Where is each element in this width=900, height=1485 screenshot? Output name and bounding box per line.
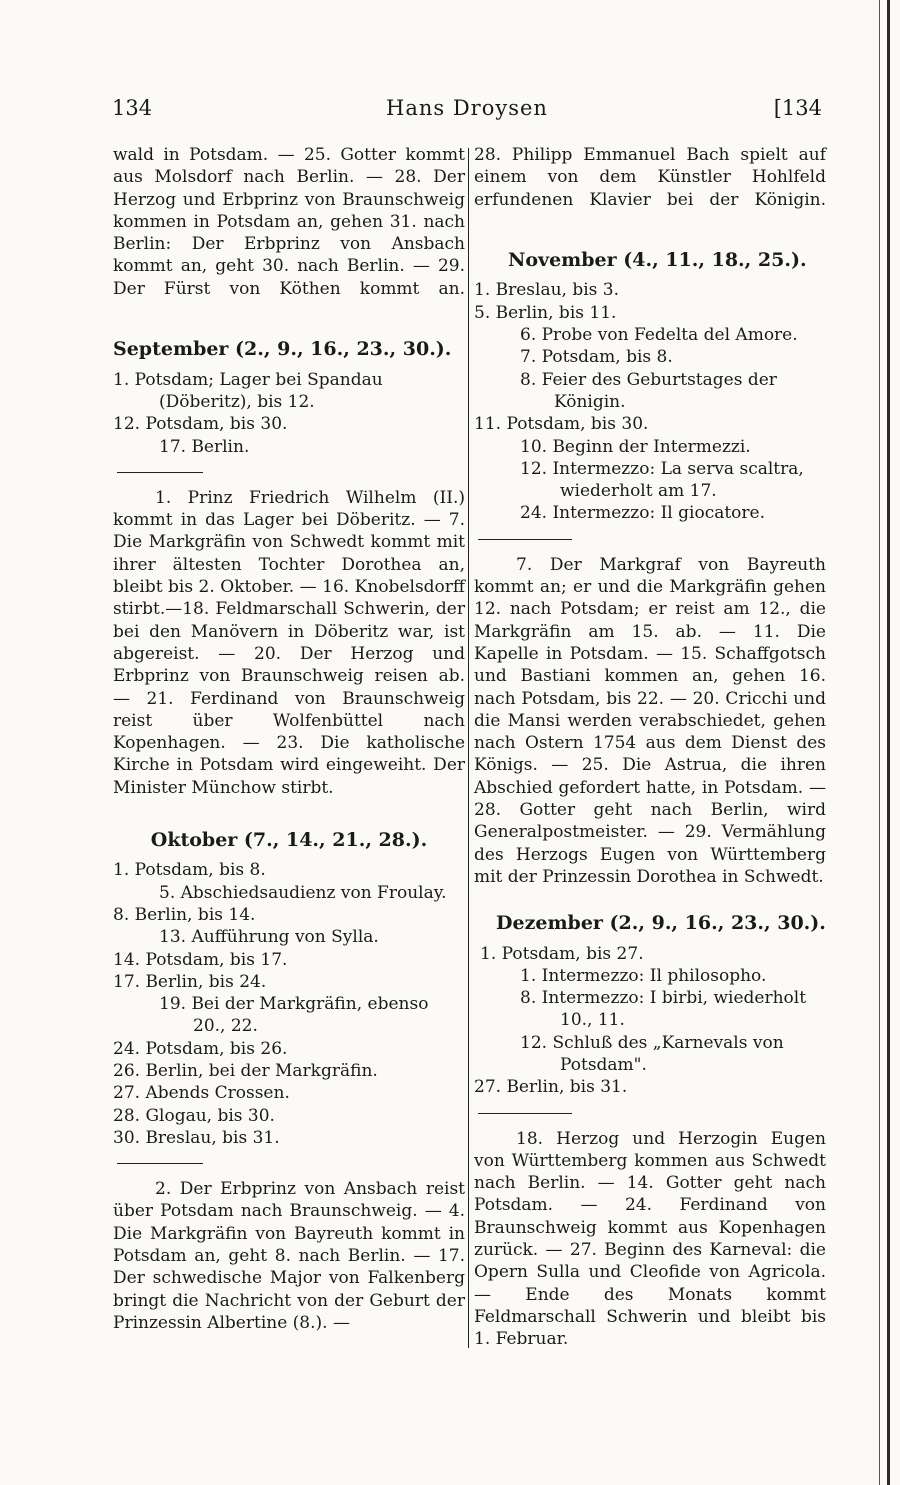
itinerary-entry: 8. Berlin, bis 14.	[113, 904, 256, 925]
itinerary-entry: 5. Berlin, bis 11.	[474, 302, 617, 323]
itinerary-entry: 8. Intermezzo: I birbi, wiederholt 10., 11.	[520, 988, 807, 1031]
itinerary-entry: 11. Potsdam, bis 30.	[474, 414, 649, 435]
page-edge-line-thin	[879, 0, 880, 1485]
itinerary-entry: 12. Potsdam, bis 30.	[113, 414, 288, 435]
itinerary-entry: 13. Aufführung von Sylla.	[159, 927, 379, 948]
itinerary-entry: 12. Schluß des „Karnevals von Potsdam".	[520, 1032, 784, 1075]
itinerary-entry: 10. Beginn der Intermezzi.	[520, 436, 751, 457]
month-heading-september: September (2., 9., 16., 23., 30.).	[113, 338, 452, 361]
itinerary-entry: 24. Intermezzo: Il giocatore.	[520, 503, 766, 524]
itinerary-entry: 5. Abschiedsaudienz von Froulay.	[159, 882, 447, 903]
running-title: Hans Droysen	[386, 96, 548, 120]
itinerary-entry: 8. Feier des Geburtstages der Königin.	[520, 369, 777, 412]
section-rule	[117, 1163, 203, 1164]
itinerary-entry: 7. Potsdam, bis 8.	[520, 347, 673, 368]
column-divider	[468, 148, 469, 1348]
itinerary-entry: 1. Potsdam, bis 27.	[480, 943, 644, 964]
december-heading-wrap	[474, 912, 826, 934]
itinerary-entry: 12. Intermezzo: La serva scaltra, wiederholt am 17.	[520, 458, 804, 502]
itinerary-entry: 27. Berlin, bis 31.	[474, 1077, 628, 1098]
page-edge-line	[887, 0, 890, 1485]
itinerary-entry: 1. Intermezzo: Il philosopho.	[520, 965, 767, 986]
continued-paragraph: wald in Potsdam. — 25. Gotter kommt aus Molsdorf nach Berlin. — 28. Der Herzog und Erbprinz von Braunschweig kommen in Potsdam an, gehen 31. nach Berlin: Der Erbprinz von Ansbach kommt an, geht 30. nach Berlin. — 29. Der Fürst von Köthen kommt an.	[113, 145, 465, 299]
right-column	[474, 144, 826, 1351]
itinerary-entry: 14. Potsdam, bis 17.	[113, 949, 288, 970]
october-notes: 2. Der Erbprinz von Ansbach reist über Potsdam nach Braunschweig. — 4. Die Markgräfin von Bayreuth kommt in Potsdam an, geht 8. nach Berlin. — 17. Der schwedische Major von Falkenberg bringt die Nachricht von der Geburt der Prinzessin Albertine (8.). —	[113, 1179, 465, 1333]
november-notes: 7. Der Markgraf von Bayreuth kommt an; er und die Markgräfin gehen 12. nach Potsdam; er reist am 12., die Markgräfin am 15. ab. — 11. Die Kapelle in Potsdam. — 15. Schaffgotsch und Bastiani kommen an, gehen 16. nach Potsdam, bis 22. — 20. Cricchi und die Mansi werden verabschiedet, gehen nach Ostern 1754 aus dem Dienst des Königs. — 25. Die Astrua, die ihren Abschied gefordert hatte, in Potsdam. — 28. Gotter geht nach Berlin, wird Generalpostmeister. — 29. Vermählung des Herzogs Eugen von Württemberg mit der Prinzessin Dorothea in Schwedt.	[474, 554, 826, 887]
december-notes: 18. Herzog und Herzogin Eugen von Württemberg kommen aus Schwedt nach Berlin. — 14. Gotter geht nach Potsdam. — 24. Ferdinand von Braunschweig kommt aus Kopenhagen zurück. — 27. Beginn des Karneval: die Opern Sulla und Cleofide von Agricola. — Ende des Monats kommt Feldmarschall Schwerin und bleibt bis 1. Februar.	[474, 1128, 826, 1350]
page-number-left: 134	[112, 96, 153, 120]
continued-paragraph: 28. Philipp Emmanuel Bach spielt auf einem von dem Künstler Hohlfeld erfundenen Klavier bei der Königin.	[474, 145, 826, 210]
itinerary-entry: 24. Potsdam, bis 26.	[113, 1038, 288, 1059]
section-rule	[117, 472, 203, 473]
october-heading-wrap	[113, 829, 465, 851]
running-header	[112, 96, 822, 130]
itinerary-entry: 27. Abends Crossen.	[113, 1083, 290, 1104]
itinerary-entry: 17. Berlin, bis 24.	[113, 971, 267, 992]
itinerary-entry: 6. Probe von Fedelta del Amore.	[520, 325, 798, 346]
month-heading-november: November (4., 11., 18., 25.).	[508, 249, 807, 272]
november-heading-wrap	[474, 249, 826, 271]
section-rule	[478, 1113, 572, 1114]
itinerary-entry: 17. Berlin.	[159, 436, 250, 457]
itinerary-entry: 19. Bei der Markgräfin, ebenso 20., 22.	[159, 994, 429, 1037]
month-heading-october: Oktober (7., 14., 21., 28.).	[150, 829, 428, 852]
september-notes: 1. Prinz Friedrich Wilhelm (II.) kommt in das Lager bei Döberitz. — 7. Die Markgräfin von Schwedt kommt mit ihrer ältesten Tochter Dorothea an, bleibt bis 2. Oktober. — 16. Knobelsdorff stirbt.—18. Feldmarschall Schwerin, der bei den Manövern in Döberitz war, ist abgereist. — 20. Der Herzog und Erbprinz von Braunschweig reisen ab. — 21. Ferdinand von Braunschweig reist über Wolfenbüttel nach Kopenhagen. — 23. Die katholische Kirche in Potsdam wird eingeweiht. Der Minister Münchow stirbt.	[113, 487, 465, 798]
itinerary-entry: 1. Potsdam, bis 8.	[113, 860, 266, 881]
september-heading-wrap	[113, 338, 465, 360]
left-column	[113, 144, 465, 1334]
section-rule	[478, 539, 572, 540]
itinerary-entry: 1. Potsdam; Lager bei Spandau (Döberitz), bis 12.	[113, 369, 383, 412]
page-number-right: [134	[773, 96, 822, 120]
itinerary-entry: 26. Berlin, bei der Markgräfin.	[113, 1060, 378, 1081]
itinerary-entry: 1. Breslau, bis 3.	[474, 280, 620, 301]
month-heading-december: Dezember (2., 9., 16., 23., 30.).	[496, 912, 826, 935]
itinerary-entry: 28. Glogau, bis 30.	[113, 1105, 275, 1126]
itinerary-entry: 30. Breslau, bis 31.	[113, 1127, 280, 1148]
